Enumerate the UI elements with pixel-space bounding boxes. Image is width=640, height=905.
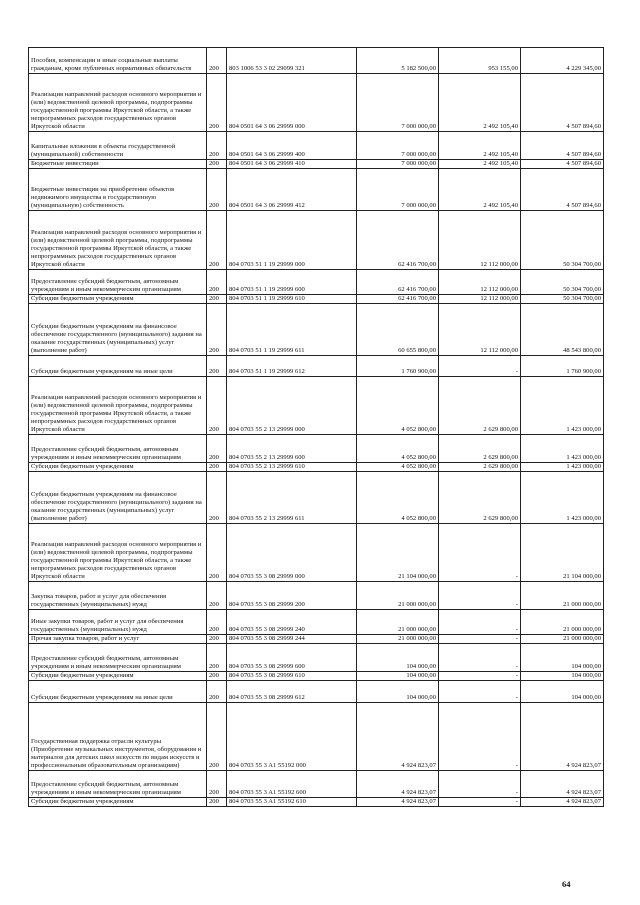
row-approved-value-cell: 62 416 700,00 xyxy=(357,295,439,304)
row-program-cell: 804 0703 51 1 19 29999 612 xyxy=(227,356,357,377)
row-program-cell: 804 0703 55 3 08 29999 244 xyxy=(227,635,357,644)
row-approved-value-cell: 104 000,00 xyxy=(357,681,439,703)
row-executed-value-cell: - xyxy=(439,703,521,771)
row-remainder-value-cell: 1 423 000,00 xyxy=(521,463,604,472)
row-remainder-value-cell: 104 000,00 xyxy=(521,644,604,672)
row-program-cell: 804 0703 55 3 08 29999 612 xyxy=(227,681,357,703)
table-row xyxy=(29,635,604,644)
table-row xyxy=(29,463,604,472)
table-row xyxy=(29,610,604,635)
row-executed-value-cell: 12 112 000,00 xyxy=(439,295,521,304)
row-code-cell: 200 xyxy=(207,356,227,377)
row-remainder-value-cell: 48 543 800,00 xyxy=(521,304,604,356)
row-code-cell: 200 xyxy=(207,524,227,582)
row-code-cell: 200 xyxy=(207,610,227,635)
table-row xyxy=(29,356,604,377)
table-row xyxy=(29,582,604,610)
table-row xyxy=(29,672,604,681)
row-remainder-value-cell: 1 423 000,00 xyxy=(521,377,604,435)
row-code-cell: 200 xyxy=(207,211,227,270)
row-name-cell: Субсидии бюджетным учреждениям xyxy=(29,672,207,681)
row-code-cell: 200 xyxy=(207,270,227,295)
row-remainder-value-cell: 1 423 000,00 xyxy=(521,435,604,463)
row-approved-value-cell: 21 104 000,00 xyxy=(357,524,439,582)
row-code-cell: 200 xyxy=(207,635,227,644)
table-row xyxy=(29,681,604,703)
row-approved-value-cell: 4 052 800,00 xyxy=(357,472,439,524)
row-name-cell: Реализация направлений расходов основного мероприятия и (или) ведомственной целевой программы, подпрограммы государственной программы Иркутской области, а также непрограммных расходов государственных органов Иркутской области xyxy=(29,211,207,270)
row-name-cell: Предоставление субсидий бюджетным, автономным учреждениям и иным некоммерческим организациям xyxy=(29,771,207,798)
row-executed-value-cell: - xyxy=(439,524,521,582)
row-approved-value-cell: 4 924 823,07 xyxy=(357,703,439,771)
row-remainder-value-cell: 50 304 700,00 xyxy=(521,270,604,295)
row-approved-value-cell: 62 416 700,00 xyxy=(357,270,439,295)
row-name-cell: Иные закупки товаров, работ и услуг для обеспечения государственных (муниципальных) нужд xyxy=(29,610,207,635)
row-executed-value-cell: 2 629 800,00 xyxy=(439,435,521,463)
row-name-cell: Реализация направлений расходов основного мероприятия и (или) ведомственной целевой программы, подпрограммы государственной программы Иркутской области, а также непрограммных расходов государственных органов Иркутской области xyxy=(29,74,207,132)
row-approved-value-cell: 4 924 823,07 xyxy=(357,771,439,798)
table-row xyxy=(29,435,604,463)
row-executed-value-cell: - xyxy=(439,610,521,635)
row-name-cell: Бюджетные инвестиции на приобретение объектов недвижимого имущества в государственную (муниципальную) собственность xyxy=(29,169,207,211)
row-executed-value-cell: 2 492 105,40 xyxy=(439,169,521,211)
row-code-cell: 200 xyxy=(207,798,227,807)
row-name-cell: Закупка товаров, работ и услуг для обеспечения государственных (муниципальных) нужд xyxy=(29,582,207,610)
row-name-cell: Субсидии бюджетным учреждениям xyxy=(29,463,207,472)
row-code-cell: 200 xyxy=(207,703,227,771)
row-program-cell: 804 0703 51 1 19 29999 611 xyxy=(227,304,357,356)
table-row xyxy=(29,644,604,672)
table-row xyxy=(29,304,604,356)
row-program-cell: 804 0703 55 3 A1 55192 610 xyxy=(227,798,357,807)
row-name-cell: Субсидии бюджетным учреждениям на финансовое обеспечение государственного (муниципального) задания на оказание государственных (муниципальных) услуг (выполнение работ) xyxy=(29,304,207,356)
row-code-cell: 200 xyxy=(207,295,227,304)
row-executed-value-cell: 2 629 800,00 xyxy=(439,472,521,524)
row-approved-value-cell: 4 052 800,00 xyxy=(357,377,439,435)
row-remainder-value-cell: 4 507 894,60 xyxy=(521,132,604,160)
row-name-cell: Предоставление субсидий бюджетным, автономным учреждениям и иным некоммерческим организациям xyxy=(29,644,207,672)
row-name-cell: Прочая закупка товаров, работ и услуг xyxy=(29,635,207,644)
row-executed-value-cell: - xyxy=(439,635,521,644)
row-remainder-value-cell: 21 000 000,00 xyxy=(521,635,604,644)
row-executed-value-cell: 2 629 800,00 xyxy=(439,463,521,472)
table-row xyxy=(29,703,604,771)
row-code-cell: 200 xyxy=(207,472,227,524)
row-remainder-value-cell: 104 000,00 xyxy=(521,681,604,703)
row-approved-value-cell: 21 000 000,00 xyxy=(357,635,439,644)
row-name-cell: Государственная поддержка отрасли культуры (Приобретение музыкальных инструментов, оборудования и материалов для детских школ искусств по видам искусств и профессиональным образовательным организациям) xyxy=(29,703,207,771)
row-remainder-value-cell: 104 000,00 xyxy=(521,672,604,681)
row-approved-value-cell: 21 000 000,00 xyxy=(357,582,439,610)
row-executed-value-cell: 2 629 800,00 xyxy=(439,377,521,435)
table-row xyxy=(29,377,604,435)
table-row xyxy=(29,524,604,582)
row-executed-value-cell: 2 492 105,40 xyxy=(439,74,521,132)
row-remainder-value-cell: 4 507 894,60 xyxy=(521,160,604,169)
row-approved-value-cell: 7 000 000,00 xyxy=(357,74,439,132)
row-executed-value-cell: 12 112 000,00 xyxy=(439,304,521,356)
row-executed-value-cell: - xyxy=(439,356,521,377)
row-remainder-value-cell: 50 304 700,00 xyxy=(521,211,604,270)
row-program-cell: 804 0703 55 3 A1 55192 600 xyxy=(227,771,357,798)
row-program-cell: 804 0703 51 1 19 29999 600 xyxy=(227,270,357,295)
row-approved-value-cell: 60 655 800,00 xyxy=(357,304,439,356)
row-approved-value-cell: 5 182 500,00 xyxy=(357,48,439,74)
row-program-cell: 804 0703 51 1 19 29999 000 xyxy=(227,211,357,270)
row-executed-value-cell: - xyxy=(439,771,521,798)
table-row xyxy=(29,74,604,132)
row-name-cell: Бюджетные инвестиции xyxy=(29,160,207,169)
row-code-cell: 200 xyxy=(207,304,227,356)
row-approved-value-cell: 4 924 823,07 xyxy=(357,798,439,807)
row-program-cell: 804 0703 55 3 08 29999 610 xyxy=(227,672,357,681)
row-approved-value-cell: 62 416 700,00 xyxy=(357,211,439,270)
row-remainder-value-cell: 1 760 900,00 xyxy=(521,356,604,377)
budget-table-body xyxy=(29,48,604,807)
row-program-cell: 804 0703 55 2 13 29999 610 xyxy=(227,463,357,472)
table-row xyxy=(29,132,604,160)
row-approved-value-cell: 7 000 000,00 xyxy=(357,132,439,160)
row-remainder-value-cell: 4 924 823,07 xyxy=(521,771,604,798)
page-number: 64 xyxy=(562,879,571,889)
row-remainder-value-cell: 1 423 000,00 xyxy=(521,472,604,524)
row-name-cell: Реализация направлений расходов основного мероприятия и (или) ведомственной целевой программы, подпрограммы государственной программы Иркутской области, а также непрограммных расходов государственных органов Иркутской области xyxy=(29,377,207,435)
row-remainder-value-cell: 21 000 000,00 xyxy=(521,582,604,610)
row-program-cell: 803 1006 53 3 02 29099 321 xyxy=(227,48,357,74)
table-row xyxy=(29,270,604,295)
table-row xyxy=(29,295,604,304)
row-code-cell: 200 xyxy=(207,48,227,74)
table-row xyxy=(29,472,604,524)
row-remainder-value-cell: 21 000 000,00 xyxy=(521,610,604,635)
row-name-cell: Субсидии бюджетным учреждениям xyxy=(29,798,207,807)
row-code-cell: 200 xyxy=(207,169,227,211)
row-program-cell: 804 0703 55 3 08 29999 000 xyxy=(227,524,357,582)
row-program-cell: 804 0703 55 3 08 29999 200 xyxy=(227,582,357,610)
row-remainder-value-cell: 4 507 894,60 xyxy=(521,169,604,211)
row-remainder-value-cell: 4 924 823,07 xyxy=(521,798,604,807)
row-executed-value-cell: 2 492 105,40 xyxy=(439,160,521,169)
row-code-cell: 200 xyxy=(207,644,227,672)
row-executed-value-cell: 12 112 000,00 xyxy=(439,211,521,270)
row-program-cell: 804 0703 55 3 08 29999 240 xyxy=(227,610,357,635)
row-program-cell: 804 0501 64 3 06 29999 410 xyxy=(227,160,357,169)
row-code-cell: 200 xyxy=(207,771,227,798)
row-program-cell: 804 0703 55 2 13 29999 600 xyxy=(227,435,357,463)
table-row xyxy=(29,48,604,74)
row-executed-value-cell: - xyxy=(439,681,521,703)
row-remainder-value-cell: 4 229 345,00 xyxy=(521,48,604,74)
row-approved-value-cell: 4 052 800,00 xyxy=(357,463,439,472)
row-name-cell: Предоставление субсидий бюджетным, автономным учреждениям и иным некоммерческим организациям xyxy=(29,435,207,463)
table-row xyxy=(29,771,604,798)
budget-table xyxy=(28,47,604,807)
row-remainder-value-cell: 4 507 894,60 xyxy=(521,74,604,132)
row-executed-value-cell: 2 492 105,40 xyxy=(439,132,521,160)
row-name-cell: Пособия, компенсации и иные социальные выплаты гражданам, кроме публичных нормативных обязательств xyxy=(29,48,207,74)
row-code-cell: 200 xyxy=(207,582,227,610)
row-remainder-value-cell: 50 304 700,00 xyxy=(521,295,604,304)
row-name-cell: Капитальные вложения в объекты государственной (муниципальной) собственности xyxy=(29,132,207,160)
row-name-cell: Реализация направлений расходов основного мероприятия и (или) ведомственной целевой программы, подпрограммы государственной программы Иркутской области, а также непрограммных расходов государственных органов Иркутской области xyxy=(29,524,207,582)
row-code-cell: 200 xyxy=(207,463,227,472)
table-row xyxy=(29,211,604,270)
table-row xyxy=(29,798,604,807)
row-program-cell: 804 0703 55 2 13 29999 611 xyxy=(227,472,357,524)
row-executed-value-cell: 12 112 000,00 xyxy=(439,270,521,295)
row-approved-value-cell: 1 760 900,00 xyxy=(357,356,439,377)
row-approved-value-cell: 104 000,00 xyxy=(357,644,439,672)
row-code-cell: 200 xyxy=(207,160,227,169)
row-remainder-value-cell: 4 924 823,07 xyxy=(521,703,604,771)
row-name-cell: Субсидии бюджетным учреждениям на иные цели xyxy=(29,681,207,703)
table-row xyxy=(29,169,604,211)
row-code-cell: 200 xyxy=(207,132,227,160)
row-code-cell: 200 xyxy=(207,672,227,681)
row-code-cell: 200 xyxy=(207,681,227,703)
row-executed-value-cell: - xyxy=(439,798,521,807)
row-approved-value-cell: 7 000 000,00 xyxy=(357,160,439,169)
row-approved-value-cell: 7 000 000,00 xyxy=(357,169,439,211)
row-program-cell: 804 0703 55 3 A1 55192 000 xyxy=(227,703,357,771)
row-code-cell: 200 xyxy=(207,377,227,435)
row-executed-value-cell: - xyxy=(439,582,521,610)
row-code-cell: 200 xyxy=(207,74,227,132)
row-program-cell: 804 0501 64 3 06 29999 000 xyxy=(227,74,357,132)
table-row xyxy=(29,160,604,169)
row-program-cell: 804 0501 64 3 06 29999 400 xyxy=(227,132,357,160)
row-name-cell: Субсидии бюджетным учреждениям на финансовое обеспечение государственного (муниципального) задания на оказание государственных (муниципальных) услуг (выполнение работ) xyxy=(29,472,207,524)
row-program-cell: 804 0501 64 3 06 29999 412 xyxy=(227,169,357,211)
row-program-cell: 804 0703 55 2 13 29999 000 xyxy=(227,377,357,435)
row-executed-value-cell: - xyxy=(439,644,521,672)
row-remainder-value-cell: 21 104 000,00 xyxy=(521,524,604,582)
row-name-cell: Субсидии бюджетным учреждениям на иные цели xyxy=(29,356,207,377)
row-program-cell: 804 0703 51 1 19 29999 610 xyxy=(227,295,357,304)
row-approved-value-cell: 4 052 800,00 xyxy=(357,435,439,463)
row-approved-value-cell: 21 000 000,00 xyxy=(357,610,439,635)
row-name-cell: Субсидии бюджетным учреждениям xyxy=(29,295,207,304)
row-program-cell: 804 0703 55 3 08 29999 600 xyxy=(227,644,357,672)
row-executed-value-cell: - xyxy=(439,672,521,681)
row-code-cell: 200 xyxy=(207,435,227,463)
row-name-cell: Предоставление субсидий бюджетным, автономным учреждениям и иным некоммерческим организациям xyxy=(29,270,207,295)
row-approved-value-cell: 104 000,00 xyxy=(357,672,439,681)
row-executed-value-cell: 953 155,00 xyxy=(439,48,521,74)
